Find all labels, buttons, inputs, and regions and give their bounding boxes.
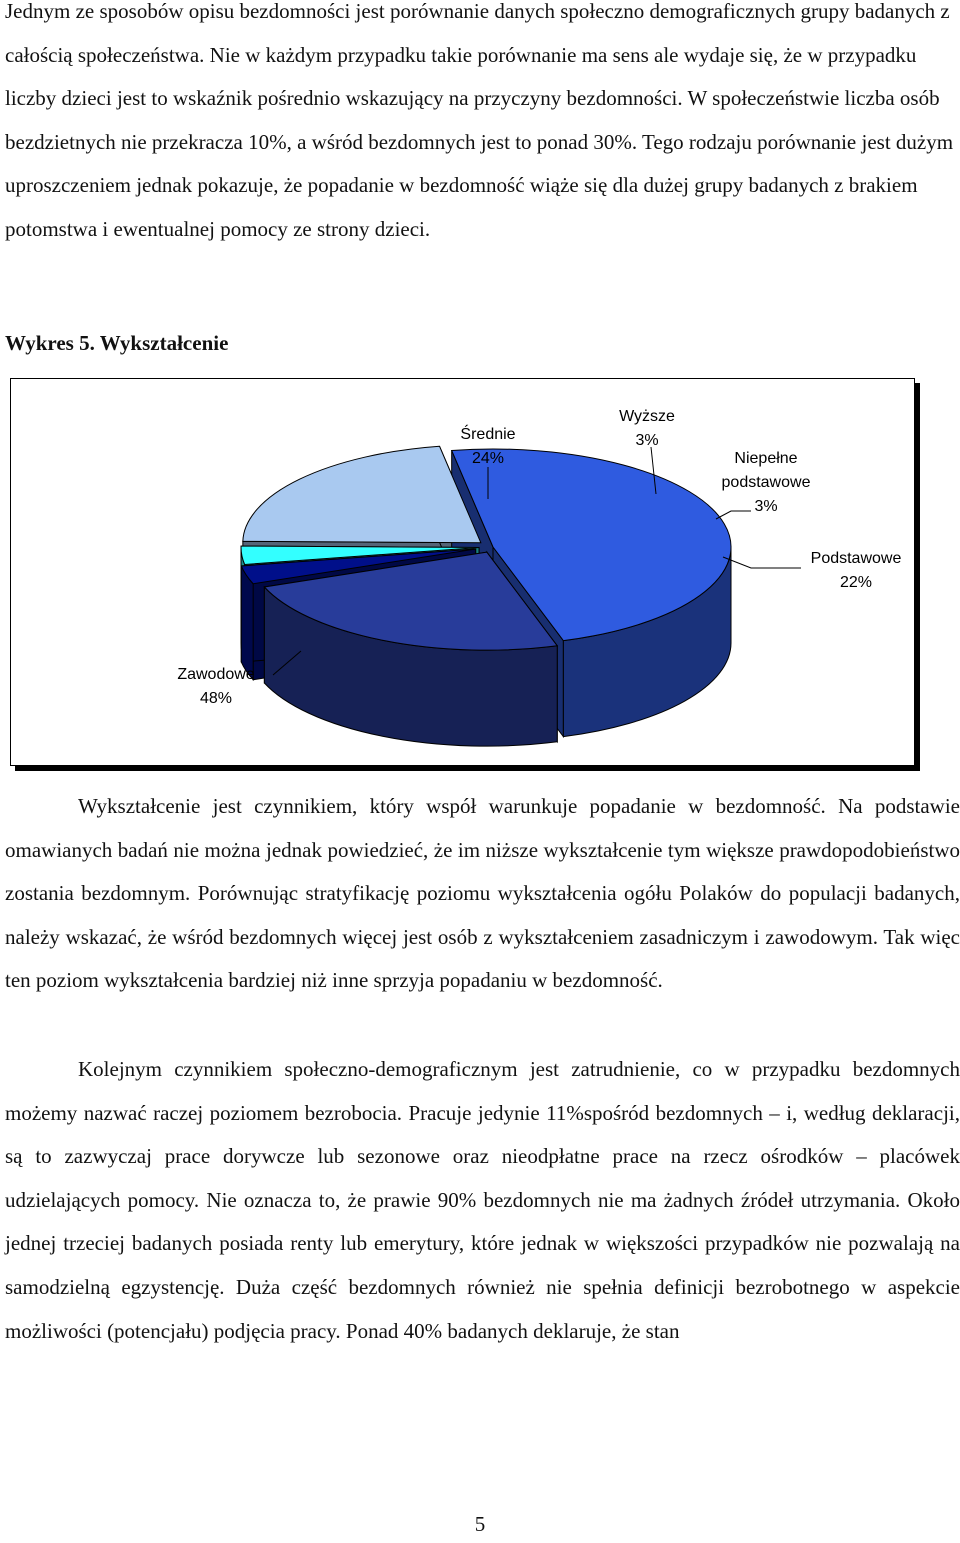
pie-label-3: Niepełne podstawowe 3%: [721, 450, 811, 515]
pie-outer-wall: [241, 566, 253, 680]
pie-label-4: Podstawowe 22%: [810, 550, 902, 591]
pie-chart-frame: [10, 378, 915, 766]
figure-caption: Wykres 5. Wykształcenie: [5, 331, 229, 355]
paragraph-education: Wykształcenie jest czynnikiem, który współ warunkuje popadanie w bezdomność. Na podstawie omawianych badań nie można jednak powiedzieć, że im niższe wykształcenie tym większe prawdopodobieństwo zostania bezdomnym. Porównując stratyfikację poziomu wykształcenia ogółu Polaków do populacji badanych, należy wskazać, że wśród bezdomnych więcej jest osób z wykształceniem zasadniczym i zawodowym. Tak więc ten poziom wykształcenia bardziej niż inne sprzyja popadaniu w bezdomność.: [5, 794, 960, 993]
pie-leader-4: [723, 557, 801, 568]
page-number: 5: [474, 1512, 486, 1536]
pie-label-2: Wyższe 3%: [619, 408, 675, 449]
pie-label-1: Średnie 24%: [460, 426, 516, 467]
pie-label-0: Zawodowe 48%: [177, 666, 255, 707]
pie-chart: [11, 379, 914, 765]
paragraph-employment: Kolejnym czynnikiem społeczno-demograficznym jest zatrudnienie, co w przypadku bezdomnych możemy nazwać raczej poziomem bezrobocia. Pracuje jedynie 11%spośród bezdomnych – i, według deklaracji, są to zazwyczaj prace dorywcze lub sezonowe oraz nieodpłatne prace na rzecz ośrodków – placówek udzielających pomocy. Nie oznacza to, że prawie 90% bezdomnych nie ma żadnych źródeł utrzymania. Około jednej trzeciej badanych posiada renty lub emerytury, które jednak w większości przypadków nie pozwalają na samodzielną egzystencję. Duża część bezdomnych również nie spełnia definicji bezrobotnego w aspekcie możliwości (potencjału) podjęcia pracy. Ponad 40% badanych deklaruje, że stan: [5, 1057, 960, 1343]
pie-leader-3: [716, 511, 751, 519]
paragraph-intro: Jednym ze sposobów opisu bezdomności jest porównanie danych społeczno demograficznych grupy badanych z całością społeczeństwa. Nie w każdym przypadku takie porównanie ma sens ale wydaje się, że w przypadku liczby dzieci jest to wskaźnik pośrednio wskazujący na przyczyny bezdomności. W społeczeństwie liczba osób bezdzietnych nie przekracza 10%, a wśród bezdomnych jest to ponad 30%. Tego rodzaju porównanie jest dużym uproszczeniem jednak pokazuje, że popadanie w bezdomność wiąże się dla dużej grupy badanych z brakiem potomstwa i ewentualnej pomocy ze strony dzieci.: [5, 0, 954, 241]
pie-slice-4: [243, 446, 481, 543]
